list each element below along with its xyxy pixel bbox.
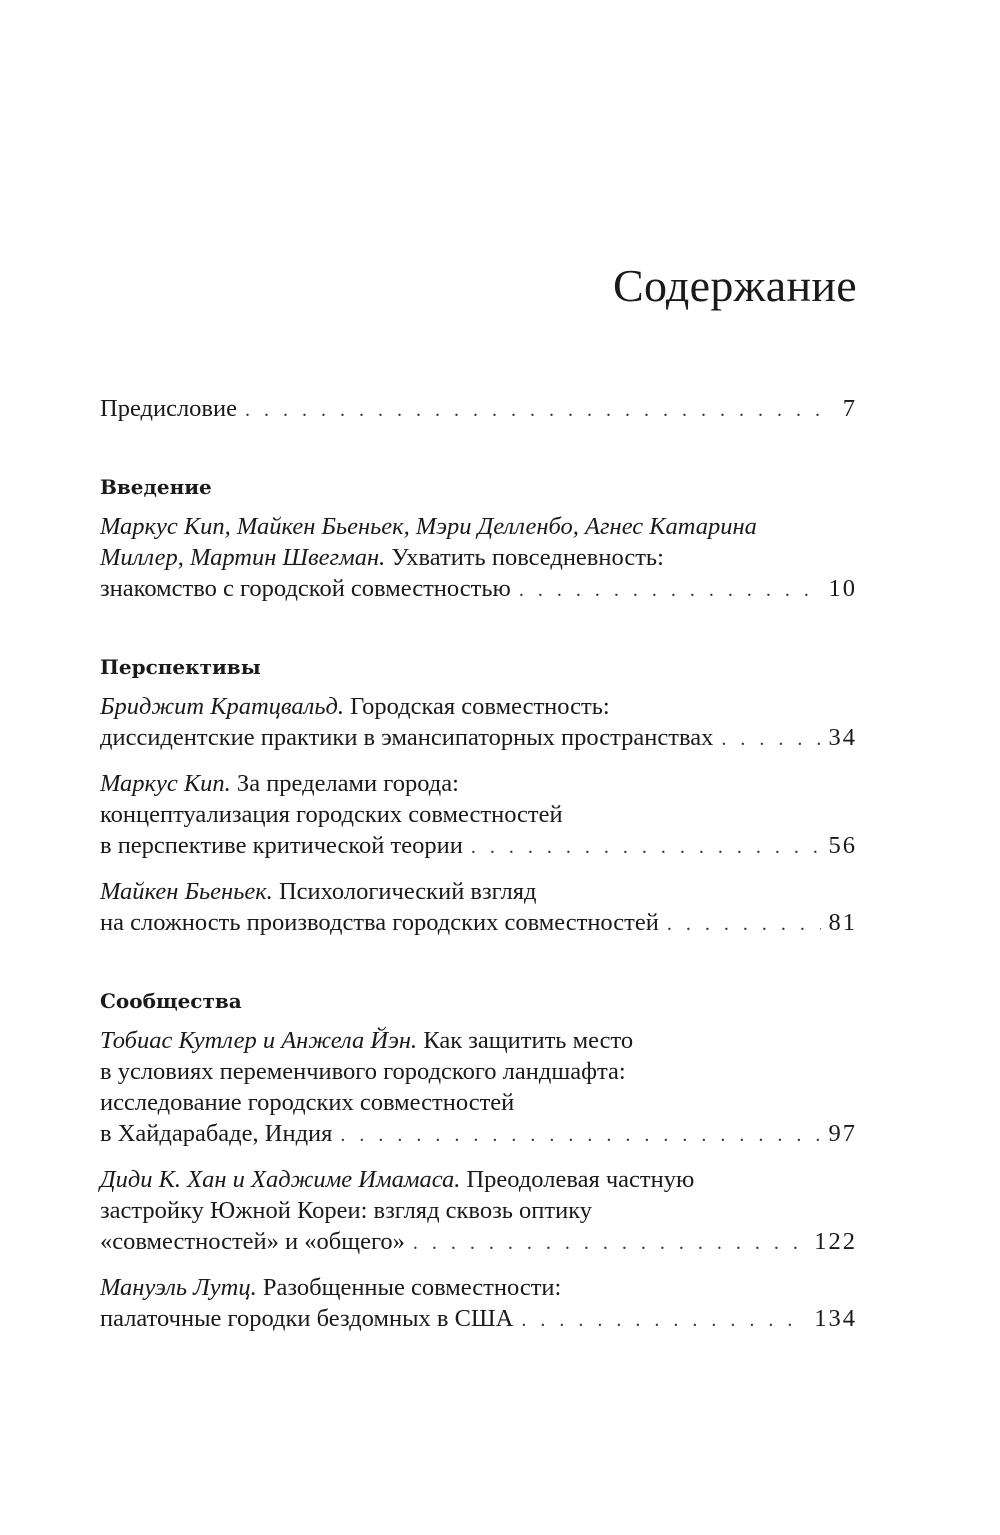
entry-title: Как защитить место: [417, 1027, 634, 1054]
toc-entry-line: [100, 1226, 857, 1259]
dot-leader: [413, 1228, 806, 1259]
section-heading: Введение: [100, 475, 212, 499]
toc-entry[interactable]: [100, 691, 857, 755]
page-number: 134: [814, 1305, 857, 1332]
toc-entry[interactable]: [100, 1025, 857, 1151]
toc-entry-line: [100, 393, 857, 426]
entry-title-cont: на сложность производства городских совместностей: [100, 909, 659, 936]
toc-section-introduction: [100, 472, 857, 606]
dot-leader: [245, 395, 835, 426]
entry-title-cont: застройку Южной Кореи: взгляд сквозь оптику: [100, 1197, 593, 1224]
toc-entry-line: [100, 830, 857, 863]
entry-authors: Тобиас Кутлер и Анжела Йэн.: [100, 1027, 418, 1054]
entry-authors: Мануэль Лутц.: [100, 1274, 257, 1301]
entry-line: [100, 691, 857, 722]
entry-title: Ухватить повседневность:: [385, 544, 664, 571]
entry-line: [100, 542, 857, 573]
entry-title: Предисловие: [100, 395, 237, 422]
toc-entry-line: [100, 573, 857, 606]
entry-title-cont: исследование городских совместностей: [100, 1089, 515, 1116]
toc-entry-preface[interactable]: [100, 393, 857, 426]
entry-title-cont: палаточные городки бездомных в США: [100, 1305, 514, 1332]
section-heading: Перспективы: [100, 655, 261, 679]
entry-authors: Диди К. Хан и Хаджиме Имамаса.: [100, 1166, 461, 1193]
entry-authors: Маркус Кип, Майкен Бьеньек, Мэри Делленбо, Агнес Катарина: [100, 513, 757, 540]
page-number: 34: [828, 724, 857, 751]
toc-entry[interactable]: [100, 768, 857, 863]
entry-authors-cont: Миллер, Мартин Швегман.: [100, 544, 386, 571]
dot-leader: [340, 1120, 820, 1151]
entry-line: [100, 768, 857, 799]
entry-title-cont: в условиях переменчивого городского ландшафта:: [100, 1058, 626, 1085]
entry-title: Городская совместность:: [343, 693, 610, 720]
entry-line: [100, 1272, 857, 1303]
page-number: 81: [828, 909, 857, 936]
toc-section-perspectives: [100, 652, 857, 940]
page-number: 56: [828, 832, 857, 859]
entry-title-cont: в перспективе критической теории: [100, 832, 463, 859]
dot-leader: [721, 724, 820, 755]
toc-entry[interactable]: [100, 1164, 857, 1259]
entry-title-cont: диссидентские практики в эмансипаторных пространствах: [100, 724, 714, 751]
entry-line: [100, 1164, 857, 1195]
entry-authors: Майкен Бьеньек.: [100, 878, 273, 905]
toc-title: Содержание: [612, 260, 857, 311]
toc-entry-line: [100, 1303, 857, 1336]
entry-title: За пределами города:: [230, 770, 459, 797]
dot-leader: [521, 1305, 806, 1336]
toc-entry-line: [100, 1118, 857, 1151]
entry-line: [100, 1025, 857, 1056]
entry-line: [100, 876, 857, 907]
entry-title: Преодолевая частную: [460, 1166, 695, 1193]
toc-entry[interactable]: [100, 511, 857, 606]
dot-leader: [667, 909, 821, 940]
entry-title-cont: знакомство с городской совместностью: [100, 575, 511, 602]
page-number: 122: [814, 1228, 857, 1255]
dot-leader: [519, 575, 821, 606]
toc-entry[interactable]: [100, 876, 857, 940]
entry-title: Разобщенные совместности:: [256, 1274, 562, 1301]
page-number: 97: [828, 1120, 857, 1147]
dot-leader: [471, 832, 821, 863]
entry-authors: Бриджит Кратцвальд.: [100, 693, 344, 720]
toc-entry[interactable]: [100, 1272, 857, 1336]
entry-title-cont: в Хайдарабаде, Индия: [100, 1120, 333, 1147]
toc-entry-line: [100, 722, 857, 755]
toc-section-communities: [100, 986, 857, 1336]
entry-title-cont: «совместностей» и «общего»: [100, 1228, 405, 1255]
table-of-contents: [100, 393, 857, 1336]
entry-title-cont: концептуализация городских совместностей: [100, 801, 563, 828]
page-number: 10: [828, 575, 857, 602]
entry-title: Психологический взгляд: [272, 878, 537, 905]
toc-entry-line: [100, 907, 857, 940]
section-heading: Сообщества: [100, 989, 242, 1013]
page-number: 7: [842, 395, 857, 422]
entry-authors: Маркус Кип.: [100, 770, 231, 797]
book-page: [100, 0, 857, 1535]
